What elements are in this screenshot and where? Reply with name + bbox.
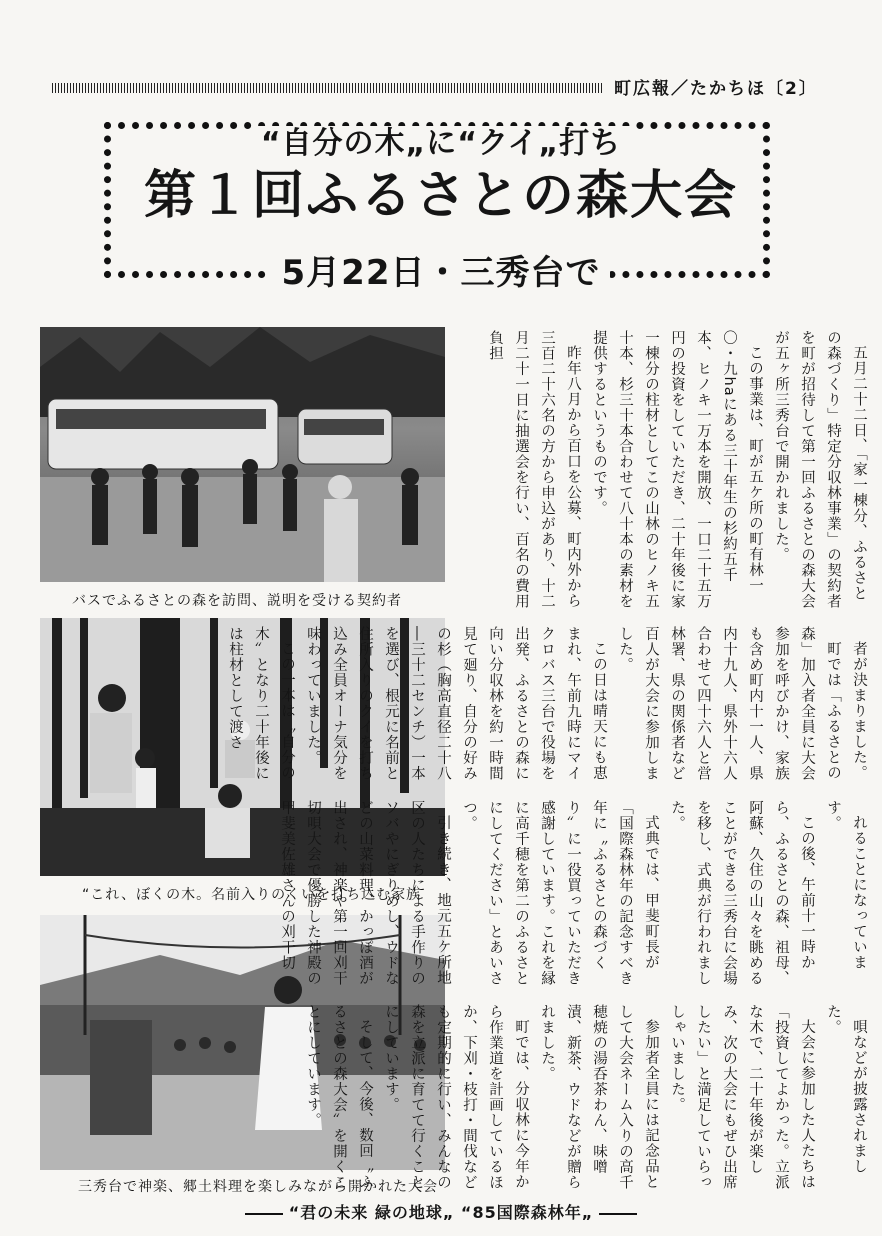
- article-paragraph: 昨年八月から百口を公募、町内外から三百二十六名の方から申込があり、十二月二十一日に抽選会を行い、百名の費用負担: [487, 330, 581, 609]
- photo-caption: 三秀台で神楽、郷土料理を楽しみながら開かれた大会: [78, 1179, 438, 1195]
- photo-bus-visit: [40, 327, 445, 582]
- article-column-top: [468, 330, 872, 612]
- article-paragraph: この日は晴天にも恵まれ、午前九時にマイクロバス三台で役場を出発、ふるさとの森に向い分収林を約一時間見て廻り、自分の好みの杉（胸高直径二十八―三十二センチ）一本を選び、根元に名前と住所入りのクイを打ち込み全員オーナ気分を味わっていました。: [305, 626, 607, 781]
- article-paragraph: 者が決まりました。: [851, 640, 867, 780]
- article-paragraph: この一本は〝自分の木〟となり二十年後には柱材として渡さ: [227, 626, 295, 781]
- header-rule: [52, 83, 604, 93]
- footer-dash-right: [599, 1213, 637, 1215]
- photo-caption: バスでふるさとの森を訪問、説明を受ける契約者: [72, 593, 402, 609]
- article-column-lower: [279, 800, 872, 990]
- article-paragraph: そして、今後、数回〝ふるさとの森大会〟を開くことにしています。: [305, 1004, 373, 1190]
- footer-slogan-text: “君の未来 緑の地球„ “85国際森林年„: [288, 1203, 594, 1222]
- article-paragraph: 参加者全員には記念品として大会ネーム入りの高千穂焼の湯呑茶わん、味噌漬、新茶、ウドなどが贈られました。: [539, 1004, 659, 1190]
- article-column-bottom: [305, 1004, 872, 1190]
- article-paragraph: 式典では、甲斐町長が「国際森林年の記念すべき年に〝ふるさとの森づくり〟に一役買っていただき感謝しています。これを縁に高千穂を第二のふるさとにしてください」とあいさつ。: [461, 800, 659, 986]
- article-paragraph: この後、午前十一時から、ふるさとの森、祖母、阿蘇、久住の山々を眺めることができる三秀台に会場を移し、式典が行われました。: [669, 800, 815, 986]
- article-column-middle: [227, 626, 872, 786]
- article-paragraph: 大会に参加した人たちは「投資してよかった。立派な木で、二十年後が楽しみ、次の大会にもぜひ出席したい」と満足していらっしゃいました。: [669, 1004, 815, 1190]
- article-paragraph: れることになっています。: [825, 800, 867, 970]
- title-heading: 第１回ふるさとの森大会: [143, 166, 738, 226]
- photo-caption: “これ、ぼくの木。名前入りのくいを打ち込む家族: [82, 887, 422, 903]
- article-paragraph: 五月二十二日、「家一棟分、ふるさとの森づくり」特定分収林事業」の契約者を町が招待して第一回ふるさとの森大会が五ヶ所三秀台で開かれました。: [773, 330, 867, 609]
- footer-dash-left: [245, 1213, 283, 1215]
- title-subheading: “自分の木„に“クイ„打ち: [0, 118, 882, 162]
- article-paragraph: 町では「ふるさとの森」加入者全員に大会参加を呼びかけ、家族も含め町内十一人、県内十九人、県外十六人合わせて四十六人と営林署、県の関係者など百人が大会に参加しました。: [617, 626, 841, 781]
- title-date: 5月22日・三秀台で: [0, 245, 882, 294]
- footer-slogan: [0, 1200, 882, 1223]
- article-paragraph: 町では、分収林に今年から作業道を計画しているほか、下刈・枝打・間伐なども定期的に行い、みんなの森を立派に育てて行くことにしています。: [383, 1004, 529, 1190]
- article-paragraph: 引き続き、地元五ケ所地区の人たちによる手作りのソバやにぎりめし、ウドなどの山菜料理、かっぽ酒が出され、神楽や第一回刈干切唄大会で優勝した神殿の甲斐美佐雄さんの刈干切: [279, 800, 451, 986]
- article-paragraph: 唄などが披露されました。: [825, 1004, 867, 1174]
- header-label: 町広報／たかちほ〔2〕: [614, 79, 818, 99]
- article-paragraph: この事業は、町が五ケ所の町有林一〇・九haにある三十年生の杉約五千本、ヒノキ一万本を開放、一口二十五万円の投資をしていただき、二十年後に家一棟分の柱材としてこの山林のヒノキ五十本、杉三十本合わせて八十本の素材を提供するというものです。: [591, 330, 763, 609]
